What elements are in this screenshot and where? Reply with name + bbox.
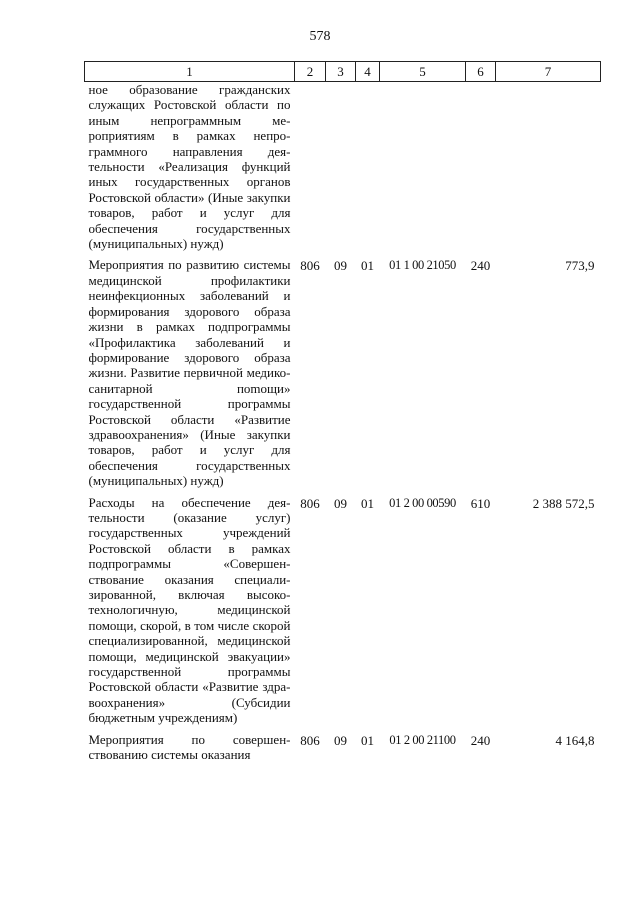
- table-row: [85, 495, 601, 732]
- row-expense-type: 610: [470, 495, 491, 511]
- row-description: ное образование гражданских служащих Ростовской области по иным непрограммным мероприятиям в рамках непрограммного направления деятельности «Реализация функций иных государственных органов Ростовской области» (Иные закупки товаров, работ и услуг для обеспечения государственных (муниципальных) нужд): [88, 82, 291, 252]
- column-header: 1: [85, 62, 295, 82]
- row-ministry-code: 806: [300, 495, 320, 511]
- row-description: Мероприятия по совершенствованию системы оказания: [88, 731, 291, 763]
- column-header: 7: [496, 62, 601, 82]
- column-header: 3: [326, 62, 356, 82]
- row-ministry-code: 806: [300, 258, 320, 274]
- table-row: [85, 732, 601, 763]
- row-amount: 773,9: [565, 258, 595, 274]
- row-target-code: 01 2 00 00590: [389, 495, 456, 510]
- table-header-row: [85, 62, 601, 82]
- row-section-code: 09: [334, 732, 347, 748]
- row-target-code: 01 1 00 21050: [389, 258, 456, 273]
- table-row: [85, 82, 601, 258]
- row-expense-type: 240: [470, 732, 491, 748]
- row-subsection-code: [356, 82, 380, 258]
- column-header: 2: [295, 62, 326, 82]
- page-number: 578: [309, 29, 331, 44]
- row-subsection-code: 01: [361, 258, 374, 274]
- row-ministry-code: 806: [300, 732, 320, 748]
- row-target-code: 01 2 00 21100: [389, 732, 456, 747]
- row-subsection-code: 01: [361, 732, 374, 748]
- row-subsection-code: 01: [361, 495, 374, 511]
- budget-table: [84, 61, 601, 762]
- row-section-code: [326, 82, 356, 258]
- row-description: Мероприятия по развитию системы медицинской профилактики неинфекционных заболеваний и формирования здорового образа жизни в рамках подпрограммы «Профилактика заболеваний и формирование здорового образа жизни. Развитие первичной медико-санитарной поmощи» государственной программы Ростовской области «Развитие здравоохранения» (Иные закупки товаров, работ и услуг для обеспечения государственных (муниципальных) нужд): [88, 257, 291, 489]
- row-amount: [496, 82, 601, 258]
- row-amount: 2 388 572,5: [532, 495, 595, 511]
- column-header: 4: [356, 62, 380, 82]
- row-description: Расходы на обеспечение деятельности (оказание услуг) государственных учреждений Ростовской области в рамках подпрограммы «Совершенствование оказания специализированной, включая высокотехнологичную, медицинской помощи, скорой, в том числе скорой специализированной, медицинской помощи, медицинской эвакуации» государственной программы Ростовской области «Развитие здравоохранения» (Субсидии бюджетным учреждениям): [88, 494, 291, 726]
- row-amount: 4 164,8: [555, 732, 595, 748]
- column-header: 5: [380, 62, 466, 82]
- row-ministry-code: [295, 82, 326, 258]
- row-section-code: 09: [334, 258, 347, 274]
- row-section-code: 09: [334, 495, 347, 511]
- row-expense-type: 240: [470, 258, 491, 274]
- row-expense-type: [466, 82, 496, 258]
- row-target-code: [380, 82, 466, 258]
- table-row: [85, 257, 601, 494]
- column-header: 6: [466, 62, 496, 82]
